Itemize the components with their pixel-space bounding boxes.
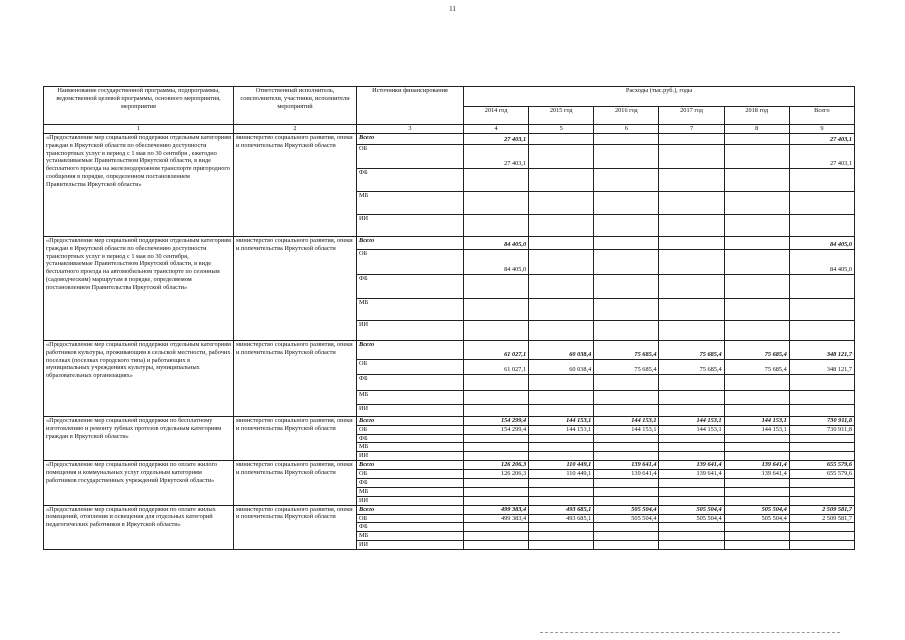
header-year: 2014 год — [464, 107, 529, 125]
year-value: 110 449,1 — [529, 470, 594, 479]
year-value — [724, 144, 789, 168]
year-value — [529, 249, 594, 274]
year-value — [529, 320, 594, 340]
col-number: 2 — [234, 125, 357, 134]
year-value — [464, 191, 529, 214]
year-value: 75 685,4 — [594, 359, 659, 374]
year-value — [594, 479, 659, 488]
col-number: 1 — [44, 125, 234, 134]
year-value — [594, 320, 659, 340]
year-value: 126 206,3 — [464, 461, 529, 470]
measure-name: «Предоставление мер социальной поддержки отдельным категориям работников культуры, проживающим в сельской местности, рабочих поселках (поселках городского типа) и работающих в муниципальных учреждениях культуры, муниципальных образовательных организациях» — [44, 340, 234, 416]
total-value — [789, 434, 854, 443]
year-value — [529, 133, 594, 144]
year-value — [529, 496, 594, 505]
year-value — [464, 452, 529, 461]
year-value: 505 504,4 — [594, 514, 659, 523]
year-value — [464, 443, 529, 452]
funding-source: ИИ — [357, 320, 464, 340]
year-value — [724, 374, 789, 390]
year-value — [529, 532, 594, 541]
year-value: 75 685,4 — [659, 340, 724, 359]
year-value: 139 641,4 — [594, 470, 659, 479]
section-total-row — [44, 461, 855, 470]
year-value: 27 403,1 — [464, 144, 529, 168]
year-value — [529, 404, 594, 416]
funding-source: ОБ — [357, 425, 464, 434]
year-value: 144 153,1 — [529, 416, 594, 425]
funding-source: ОБ — [357, 470, 464, 479]
year-value — [529, 168, 594, 191]
header-executor: Ответственный исполнитель, соисполнители, участники, исполнители мероприятий — [234, 87, 357, 125]
funding-source: ИИ — [357, 452, 464, 461]
section-total-row — [44, 133, 855, 144]
funding-source: ОБ — [357, 144, 464, 168]
year-value: 60 038,4 — [529, 340, 594, 359]
year-value — [659, 191, 724, 214]
funding-source: МБ — [357, 532, 464, 541]
year-value: 139 641,4 — [594, 461, 659, 470]
funding-source: ОБ — [357, 249, 464, 274]
year-value — [529, 214, 594, 236]
year-value — [594, 404, 659, 416]
funding-source: ИИ — [357, 214, 464, 236]
year-value — [724, 191, 789, 214]
year-value: 499 383,4 — [464, 505, 529, 514]
year-value — [724, 214, 789, 236]
total-value — [789, 523, 854, 532]
year-value — [594, 144, 659, 168]
year-value: 139 641,4 — [659, 461, 724, 470]
total-value — [789, 168, 854, 191]
total-value — [789, 532, 854, 541]
section-total-row — [44, 505, 855, 514]
year-value — [464, 532, 529, 541]
year-value — [724, 452, 789, 461]
funding-source: ОБ — [357, 514, 464, 523]
year-value — [659, 479, 724, 488]
total-value — [789, 443, 854, 452]
year-value — [724, 390, 789, 404]
year-value — [594, 133, 659, 144]
year-value — [659, 274, 724, 298]
year-value: 75 685,4 — [724, 359, 789, 374]
year-value — [724, 298, 789, 320]
year-value — [594, 443, 659, 452]
year-value: 144 153,1 — [724, 425, 789, 434]
header-year: 2015 год — [529, 107, 594, 125]
total-value: 2 509 581,7 — [789, 514, 854, 523]
year-value: 154 299,4 — [464, 416, 529, 425]
year-value — [464, 487, 529, 496]
year-value — [464, 214, 529, 236]
funding-source: ОБ — [357, 359, 464, 374]
funding-source: ИИ — [357, 541, 464, 550]
year-value — [594, 168, 659, 191]
year-value — [594, 214, 659, 236]
col-number: 4 — [464, 125, 529, 134]
year-value — [594, 374, 659, 390]
year-value — [724, 496, 789, 505]
year-value — [594, 541, 659, 550]
year-value: 61 027,1 — [464, 359, 529, 374]
funding-source: ФБ — [357, 168, 464, 191]
page-number: 11 — [449, 5, 456, 13]
funding-source: МБ — [357, 443, 464, 452]
year-value — [529, 523, 594, 532]
year-value — [529, 443, 594, 452]
year-value — [594, 236, 659, 249]
funding-source: МБ — [357, 191, 464, 214]
year-value — [724, 541, 789, 550]
funding-source: ФБ — [357, 434, 464, 443]
year-value — [659, 214, 724, 236]
year-value: 493 685,1 — [529, 514, 594, 523]
year-value: 505 504,4 — [724, 514, 789, 523]
year-value — [594, 496, 659, 505]
header-name: Наименование государственной программы, подпрограммы, ведомственной целевой программы, основного мероприятия, мероприятия — [44, 87, 234, 125]
funding-source: МБ — [357, 390, 464, 404]
year-value: 493 685,1 — [529, 505, 594, 514]
year-value — [464, 496, 529, 505]
year-value: 505 504,4 — [594, 505, 659, 514]
measure-name: «Предоставление мер социальной поддержки по оплате жилых помещений, отопления и освещения для отдельных категорий педагогических работников в Иркутской области» — [44, 505, 234, 549]
measure-executor: министерство социального развития, опеки и попечительства Иркутской области — [234, 236, 357, 340]
year-value — [724, 404, 789, 416]
year-value: 144 153,1 — [659, 425, 724, 434]
year-value — [659, 452, 724, 461]
funding-source: ФБ — [357, 374, 464, 390]
year-value — [464, 404, 529, 416]
total-value: 655 579,6 — [789, 461, 854, 470]
total-value — [789, 541, 854, 550]
measure-name: «Предоставление мер социальной поддержки по бесплатному изготовлению и ремонту зубных протезов отдельным категориям граждан в Иркутской области» — [44, 416, 234, 460]
total-value: 27 403,1 — [789, 144, 854, 168]
year-value: 139 641,4 — [724, 470, 789, 479]
year-value: 144 153,1 — [594, 416, 659, 425]
year-value — [724, 443, 789, 452]
year-value — [659, 532, 724, 541]
total-value: 730 911,8 — [789, 425, 854, 434]
year-value — [724, 236, 789, 249]
year-value — [659, 390, 724, 404]
measure-name: «Предоставление мер социальной поддержки по оплате жилого помещения и коммунальных услуг отдельным категориям работников государственных учреждений Иркутской области» — [44, 461, 234, 505]
year-value: 126 206,3 — [464, 470, 529, 479]
year-value — [659, 249, 724, 274]
funding-source: Всего — [357, 133, 464, 144]
measure-executor: министерство социального развития, опеки и попечительства Иркутской области — [234, 416, 357, 460]
year-value — [529, 452, 594, 461]
year-value: 61 027,1 — [464, 340, 529, 359]
year-value: 110 449,1 — [529, 461, 594, 470]
year-value — [724, 168, 789, 191]
year-value — [594, 249, 659, 274]
funding-source: МБ — [357, 487, 464, 496]
total-value — [789, 320, 854, 340]
year-value — [529, 274, 594, 298]
total-value — [789, 191, 854, 214]
funding-source: ФБ — [357, 479, 464, 488]
year-value — [464, 541, 529, 550]
year-value — [724, 249, 789, 274]
year-value — [594, 298, 659, 320]
year-value — [529, 487, 594, 496]
year-value — [594, 434, 659, 443]
year-value — [529, 541, 594, 550]
total-value — [789, 404, 854, 416]
funding-source: ИИ — [357, 496, 464, 505]
year-value — [529, 236, 594, 249]
year-value: 144 153,1 — [659, 416, 724, 425]
year-value — [659, 523, 724, 532]
col-number: 6 — [594, 125, 659, 134]
year-value — [659, 168, 724, 191]
year-value — [659, 541, 724, 550]
year-value — [529, 374, 594, 390]
year-value — [594, 274, 659, 298]
year-value: 75 685,4 — [659, 359, 724, 374]
total-value: 655 579,6 — [789, 470, 854, 479]
col-number: 5 — [529, 125, 594, 134]
year-value — [594, 390, 659, 404]
year-value: 75 685,4 — [724, 340, 789, 359]
measure-name: «Предоставление мер социальной поддержки отдельным категориям граждан в Иркутской области по обеспечению доступности транспортных услуг в период с 1 мая по 30 сентября, устанавливаемые Правительством Иркутской области, в виде бесплатного проезда на автомобильном транспорте по сезонным (садоводческим) маршрутам в порядке, определяемом постановлением Правительства Иркутской области» — [44, 236, 234, 340]
header-year: 2018 год — [724, 107, 789, 125]
year-value — [724, 133, 789, 144]
year-value — [464, 374, 529, 390]
year-value — [464, 274, 529, 298]
col-number: 8 — [724, 125, 789, 134]
year-value — [724, 274, 789, 298]
year-value — [659, 133, 724, 144]
year-value — [529, 191, 594, 214]
total-value: 2 509 581,7 — [789, 505, 854, 514]
header-sources: Источники финансирования — [357, 87, 464, 125]
header-year: 2017 год — [659, 107, 724, 125]
year-value — [464, 434, 529, 443]
year-value — [724, 434, 789, 443]
year-value — [594, 452, 659, 461]
year-value: 139 641,4 — [659, 470, 724, 479]
section-total-row — [44, 416, 855, 425]
measure-executor: министерство социального развития, опеки и попечительства Иркутской области — [234, 133, 357, 236]
total-value: 348 121,7 — [789, 340, 854, 359]
total-value — [789, 479, 854, 488]
total-value — [789, 487, 854, 496]
year-value: 60 038,4 — [529, 359, 594, 374]
header-total: Всего — [789, 107, 854, 125]
year-value: 144 153,1 — [594, 425, 659, 434]
year-value: 84 405,0 — [464, 249, 529, 274]
funding-source: Всего — [357, 416, 464, 425]
year-value — [464, 479, 529, 488]
total-value — [789, 274, 854, 298]
year-value: 27 403,1 — [464, 133, 529, 144]
year-value — [659, 374, 724, 390]
year-value — [724, 523, 789, 532]
year-value: 499 383,4 — [464, 514, 529, 523]
total-value: 348 121,7 — [789, 359, 854, 374]
year-value — [659, 298, 724, 320]
year-value — [464, 320, 529, 340]
year-value — [464, 523, 529, 532]
year-value — [594, 191, 659, 214]
year-value: 505 504,4 — [724, 505, 789, 514]
year-value — [659, 144, 724, 168]
funding-source: Всего — [357, 461, 464, 470]
year-value: 75 685,4 — [594, 340, 659, 359]
col-number: 3 — [357, 125, 464, 134]
expenses-table — [43, 86, 855, 550]
year-value — [464, 390, 529, 404]
section-total-row — [44, 340, 855, 359]
section-total-row — [44, 236, 855, 249]
year-value — [659, 236, 724, 249]
measure-name: «Предоставление мер социальной поддержки отдельным категориям граждан в Иркутской области по обеспечению доступности транспортных услуг в период с 1 мая по 30 сентября , ежегодно устанавливаемые Правительством Иркутской области, в виде бесплатного проезда на железнодорожном транспорте пригородного сообщения в порядке, определенном постановлением Правительства Иркутской области» — [44, 133, 234, 236]
year-value: 154 299,4 — [464, 425, 529, 434]
header-year: 2016 год — [594, 107, 659, 125]
year-value — [529, 298, 594, 320]
year-value: 144 153,1 — [529, 425, 594, 434]
year-value: 505 504,4 — [659, 505, 724, 514]
header-expenses: Расходы (тыс.руб.), годы — [464, 87, 855, 107]
year-value — [464, 298, 529, 320]
funding-source: Всего — [357, 340, 464, 359]
year-value — [659, 404, 724, 416]
funding-source: ФБ — [357, 274, 464, 298]
funding-source: ФБ — [357, 523, 464, 532]
funding-source: Всего — [357, 505, 464, 514]
year-value — [659, 434, 724, 443]
year-value — [659, 443, 724, 452]
total-value — [789, 214, 854, 236]
total-value — [789, 298, 854, 320]
total-value: 84 405,0 — [789, 236, 854, 249]
col-number: 9 — [789, 125, 854, 134]
total-value: 730 911,8 — [789, 416, 854, 425]
year-value — [529, 390, 594, 404]
year-value: 505 504,4 — [659, 514, 724, 523]
total-value — [789, 496, 854, 505]
year-value — [724, 487, 789, 496]
year-value — [724, 532, 789, 541]
year-value — [529, 479, 594, 488]
year-value — [594, 532, 659, 541]
year-value: 84 405,0 — [464, 236, 529, 249]
year-value — [529, 434, 594, 443]
measure-executor: министерство социального развития, опеки и попечительства Иркутской области — [234, 461, 357, 505]
year-value: 139 641,4 — [724, 461, 789, 470]
funding-source: МБ — [357, 298, 464, 320]
year-value — [659, 320, 724, 340]
year-value: 144 153,1 — [724, 416, 789, 425]
total-value: 27 403,1 — [789, 133, 854, 144]
year-value — [464, 168, 529, 191]
measure-executor: министерство социального развития, опеки и попечительства Иркутской области — [234, 340, 357, 416]
total-value — [789, 374, 854, 390]
year-value — [594, 487, 659, 496]
year-value — [724, 320, 789, 340]
year-value — [659, 487, 724, 496]
footer-rule — [540, 632, 840, 633]
year-value — [594, 523, 659, 532]
year-value — [724, 479, 789, 488]
year-value — [659, 496, 724, 505]
total-value — [789, 390, 854, 404]
funding-source: ИИ — [357, 404, 464, 416]
col-number: 7 — [659, 125, 724, 134]
measure-executor: министерство социального развития, опеки и попечительства Иркутской области — [234, 505, 357, 549]
funding-source: Всего — [357, 236, 464, 249]
total-value — [789, 452, 854, 461]
total-value: 84 405,0 — [789, 249, 854, 274]
year-value — [529, 144, 594, 168]
